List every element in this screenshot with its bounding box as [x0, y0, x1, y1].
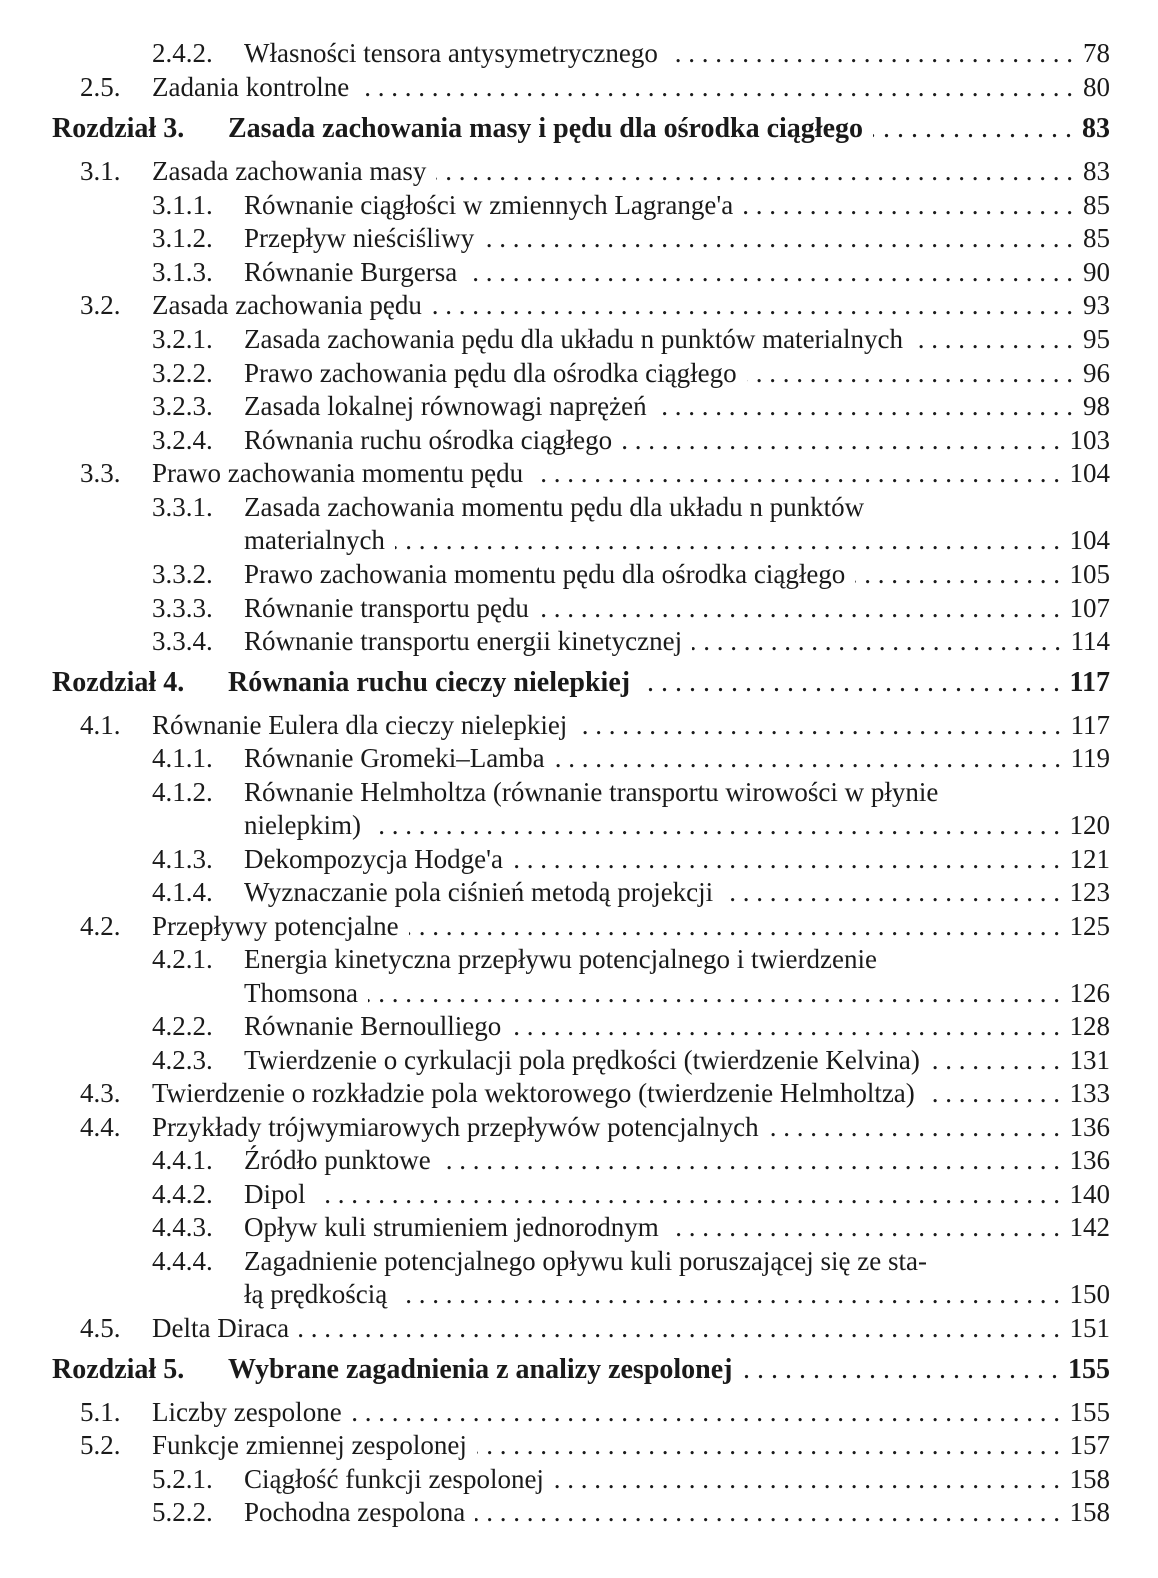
- toc-entry-page: 151: [1069, 1313, 1110, 1343]
- dot-leader: [743, 190, 1073, 220]
- toc-entry-page: 96: [1083, 358, 1110, 388]
- toc-entry-number: 4.4.4.: [152, 1246, 213, 1276]
- toc-entry-page: 105: [1069, 559, 1110, 589]
- toc-entry-number: 4.1.2.: [152, 777, 213, 807]
- dot-leader: [925, 1078, 1060, 1108]
- toc-entry-number: 3.3.3.: [152, 593, 213, 623]
- toc-entry-title: Zasada lokalnej równowagi naprężeń: [244, 391, 647, 421]
- toc-entry-page: 119: [1070, 743, 1110, 773]
- dot-leader: [397, 1279, 1060, 1309]
- dot-leader: [554, 1464, 1060, 1494]
- toc-entry-title: Zasada zachowania pędu dla układu n punktów materialnych: [244, 324, 904, 354]
- toc-entry-number: 5.2.1.: [152, 1464, 213, 1494]
- toc-entry-page: 80: [1083, 72, 1110, 102]
- toc-entry-title: Własności tensora antysymetrycznego: [244, 38, 658, 68]
- dot-leader: [622, 425, 1060, 455]
- toc-entry-page: 78: [1083, 38, 1110, 68]
- toc-entry-page: 158: [1069, 1464, 1110, 1494]
- toc-entry-page: 126: [1069, 978, 1110, 1008]
- dot-leader: [352, 1397, 1060, 1427]
- toc-entry-title: Dipol: [244, 1179, 306, 1209]
- dot-leader: [432, 290, 1073, 320]
- dot-leader: [533, 458, 1060, 488]
- toc-entry-page: 90: [1083, 257, 1110, 287]
- dot-leader: [769, 1112, 1060, 1142]
- toc-entry-page: 131: [1069, 1045, 1110, 1075]
- dot-leader: [513, 844, 1060, 874]
- toc-entry-number: 3.1.2.: [152, 223, 213, 253]
- toc-entry-page: 103: [1069, 425, 1110, 455]
- dot-leader: [692, 626, 1061, 656]
- toc-entry-number: 5.2.: [80, 1430, 121, 1460]
- toc-entry-title: Zagadnienie potencjalnego opływu kuli poruszającej się ze sta-: [244, 1246, 927, 1276]
- toc-entry-page: 136: [1069, 1112, 1110, 1142]
- toc-entry-number: 3.3.4.: [152, 626, 213, 656]
- toc-entry-title: Równanie Bernoulliego: [244, 1011, 502, 1041]
- toc-entry-number: 3.1.: [80, 156, 121, 186]
- dot-leader: [539, 593, 1060, 623]
- toc-entry-title: Prawo zachowania pędu dla ośrodka ciągłego: [244, 358, 737, 388]
- toc-entry-page: 150: [1069, 1279, 1110, 1309]
- toc-entry-page: 140: [1069, 1179, 1110, 1209]
- toc-entry-page: 133: [1069, 1078, 1110, 1108]
- dot-leader: [467, 257, 1073, 287]
- toc-entry-page: 142: [1069, 1212, 1110, 1242]
- dot-leader: [913, 324, 1073, 354]
- toc-entry-title: Twierdzenie o cyrkulacji pola prędkości (twierdzenie Kelvina): [244, 1045, 920, 1075]
- dot-leader: [640, 668, 1060, 698]
- toc-entry-number: 3.3.2.: [152, 559, 213, 589]
- dot-leader: [577, 710, 1061, 740]
- toc-entry-number: 3.2.3.: [152, 391, 213, 421]
- toc-entry-page: 98: [1083, 391, 1110, 421]
- toc-entry-title: Przepływ nieściśliwy: [244, 223, 475, 253]
- dot-leader: [316, 1179, 1060, 1209]
- toc-entry-number: 4.5.: [80, 1313, 121, 1343]
- toc-entry-title: Delta Diraca: [152, 1313, 290, 1343]
- toc-entry-number: 3.2.4.: [152, 425, 213, 455]
- toc-entry-title: Równanie transportu energii kinetycznej: [244, 626, 683, 656]
- toc-entry-page: 157: [1069, 1430, 1110, 1460]
- toc-entry-title: Zasada zachowania momentu pędu dla układu n punktów: [244, 492, 865, 522]
- toc-entry-number: 4.4.3.: [152, 1212, 213, 1242]
- toc-entry-title: Zasada zachowania pędu: [152, 290, 422, 320]
- dot-leader: [475, 1497, 1060, 1527]
- dot-leader: [555, 743, 1061, 773]
- toc-entry-page: 104: [1069, 458, 1110, 488]
- toc-entry-number: 4.1.3.: [152, 844, 213, 874]
- dot-leader: [873, 114, 1072, 144]
- toc-entry-number: Rozdział 3.: [52, 113, 185, 144]
- toc-entry-number: 2.5.: [80, 72, 121, 102]
- toc-entry-number: Rozdział 4.: [52, 667, 185, 698]
- toc-entry-number: 4.4.: [80, 1112, 121, 1142]
- dot-leader: [299, 1313, 1060, 1343]
- toc-entry-title: Prawo zachowania momentu pędu: [152, 458, 524, 488]
- toc-entry-number: 5.2.2.: [152, 1497, 213, 1527]
- toc-entry-title: Zasada zachowania masy i pędu dla ośrodka ciągłego: [228, 113, 864, 144]
- toc-entry-title: materialnych: [244, 525, 385, 555]
- dot-leader: [441, 1145, 1060, 1175]
- toc-entry-page: 107: [1069, 593, 1110, 623]
- toc-entry-number: 3.2.1.: [152, 324, 213, 354]
- toc-entry-number: 4.2.2.: [152, 1011, 213, 1041]
- toc-entry-title: Funkcje zmiennej zespolonej: [152, 1430, 467, 1460]
- toc-entry-title: Thomsona: [244, 978, 358, 1008]
- toc-entry-number: 3.2.: [80, 290, 121, 320]
- toc-entry-page: 128: [1069, 1011, 1110, 1041]
- toc-entry-number: 4.1.4.: [152, 877, 213, 907]
- toc-entry-page: 93: [1083, 290, 1110, 320]
- dot-leader: [371, 810, 1060, 840]
- toc-entry-title: Opływ kuli strumieniem jednorodnym: [244, 1212, 659, 1242]
- toc-entry-page: 158: [1069, 1497, 1110, 1527]
- toc-entry-page: 83: [1083, 156, 1110, 186]
- toc-entry-title: Wybrane zagadnienia z analizy zespolonej: [228, 1354, 733, 1385]
- toc-entry-title: Dekompozycja Hodge'a: [244, 844, 504, 874]
- dot-leader: [477, 1430, 1060, 1460]
- toc-entry-number: 3.3.: [80, 458, 121, 488]
- dot-leader: [484, 223, 1073, 253]
- dot-leader: [747, 358, 1073, 388]
- dot-leader: [436, 156, 1073, 186]
- toc-entry-page: 83: [1082, 113, 1110, 144]
- toc-entry-page: 85: [1083, 190, 1110, 220]
- toc-entry-page: 155: [1069, 1397, 1110, 1427]
- toc-entry-page: 85: [1083, 223, 1110, 253]
- toc-entry-page: 120: [1069, 810, 1110, 840]
- toc-entry-title: łą prędkością: [244, 1279, 388, 1309]
- toc-entry-page: 136: [1069, 1145, 1110, 1175]
- toc-entry-title: Równanie Eulera dla cieczy nielepkiej: [152, 710, 568, 740]
- toc-entry-number: 4.3.: [80, 1078, 121, 1108]
- toc-entry-number: 3.2.2.: [152, 358, 213, 388]
- toc-entry-number: 3.1.3.: [152, 257, 213, 287]
- toc-entry-page: 117: [1070, 710, 1110, 740]
- toc-entry-page: 123: [1069, 877, 1110, 907]
- toc-entry-title: Prawo zachowania momentu pędu dla ośrodka ciągłego: [244, 559, 846, 589]
- toc-entry-title: Źródło punktowe: [244, 1145, 431, 1175]
- dot-leader: [723, 877, 1060, 907]
- dot-leader: [668, 38, 1073, 68]
- dot-leader: [409, 911, 1060, 941]
- toc-entry-number: 3.3.1.: [152, 492, 213, 522]
- toc-entry-number: 5.1.: [80, 1397, 121, 1427]
- dot-leader: [511, 1011, 1060, 1041]
- toc-entry-title: Równanie Helmholtza (równanie transportu wirowości w płynie: [244, 777, 939, 807]
- toc-entry-title: Ciągłość funkcji zespolonej: [244, 1464, 544, 1494]
- dot-leader: [657, 391, 1073, 421]
- toc-entry-page: 125: [1069, 911, 1110, 941]
- toc-entry-title: Pochodna zespolona: [244, 1497, 466, 1527]
- toc-entry-number: 4.4.2.: [152, 1179, 213, 1209]
- toc-entry-page: 121: [1069, 844, 1110, 874]
- dot-leader: [743, 1355, 1058, 1385]
- toc-entry-number: 4.2.: [80, 911, 121, 941]
- toc-entry-title: Równanie ciągłości w zmiennych Lagrange'a: [244, 190, 734, 220]
- toc-entry-page: 114: [1070, 626, 1110, 656]
- toc-entry-page: 117: [1069, 667, 1110, 698]
- dot-leader: [855, 559, 1060, 589]
- toc-entry-number: Rozdział 5.: [52, 1354, 185, 1385]
- dot-leader: [669, 1212, 1060, 1242]
- dot-leader: [930, 1045, 1060, 1075]
- toc-entry-title: Równania ruchu cieczy nielepkiej: [228, 667, 631, 698]
- dot-leader: [395, 525, 1060, 555]
- toc-entry-title: Zadania kontrolne: [152, 72, 350, 102]
- dot-leader: [359, 72, 1073, 102]
- toc-entry-title: Przykłady trójwymiarowych przepływów potencjalnych: [152, 1112, 759, 1142]
- toc-entry-title: Przepływy potencjalne: [152, 911, 399, 941]
- toc-entry-page: 95: [1083, 324, 1110, 354]
- toc-entry-title: Równania ruchu ośrodka ciągłego: [244, 425, 613, 455]
- toc-entry-number: 4.4.1.: [152, 1145, 213, 1175]
- toc-entry-title: Równanie transportu pędu: [244, 593, 529, 623]
- toc-entry-number: 4.2.3.: [152, 1045, 213, 1075]
- toc-entry-number: 4.1.: [80, 710, 121, 740]
- toc-entry-number: 4.2.1.: [152, 944, 213, 974]
- toc-entry-number: 2.4.2.: [152, 38, 213, 68]
- toc-entry-number: 4.1.1.: [152, 743, 213, 773]
- toc-entry-title: nielepkim): [244, 810, 361, 840]
- toc-entry-title: Zasada zachowania masy: [152, 156, 427, 186]
- toc-entry-page: 155: [1068, 1354, 1110, 1385]
- toc-entry-title: Równanie Burgersa: [244, 257, 458, 287]
- toc-entry-title: Liczby zespolone: [152, 1397, 342, 1427]
- toc-entry-title: Twierdzenie o rozkładzie pola wektorowego (twierdzenie Helmholtza): [152, 1078, 915, 1108]
- toc-entry-title: Równanie Gromeki–Lamba: [244, 743, 545, 773]
- toc-entry-title: Wyznaczanie pola ciśnień metodą projekcji: [244, 877, 714, 907]
- dot-leader: [368, 978, 1060, 1008]
- toc-entry-page: 104: [1069, 525, 1110, 555]
- toc-entry-number: 3.1.1.: [152, 190, 213, 220]
- toc-entry-title: Energia kinetyczna przepływu potencjalnego i twierdzenie: [244, 944, 877, 974]
